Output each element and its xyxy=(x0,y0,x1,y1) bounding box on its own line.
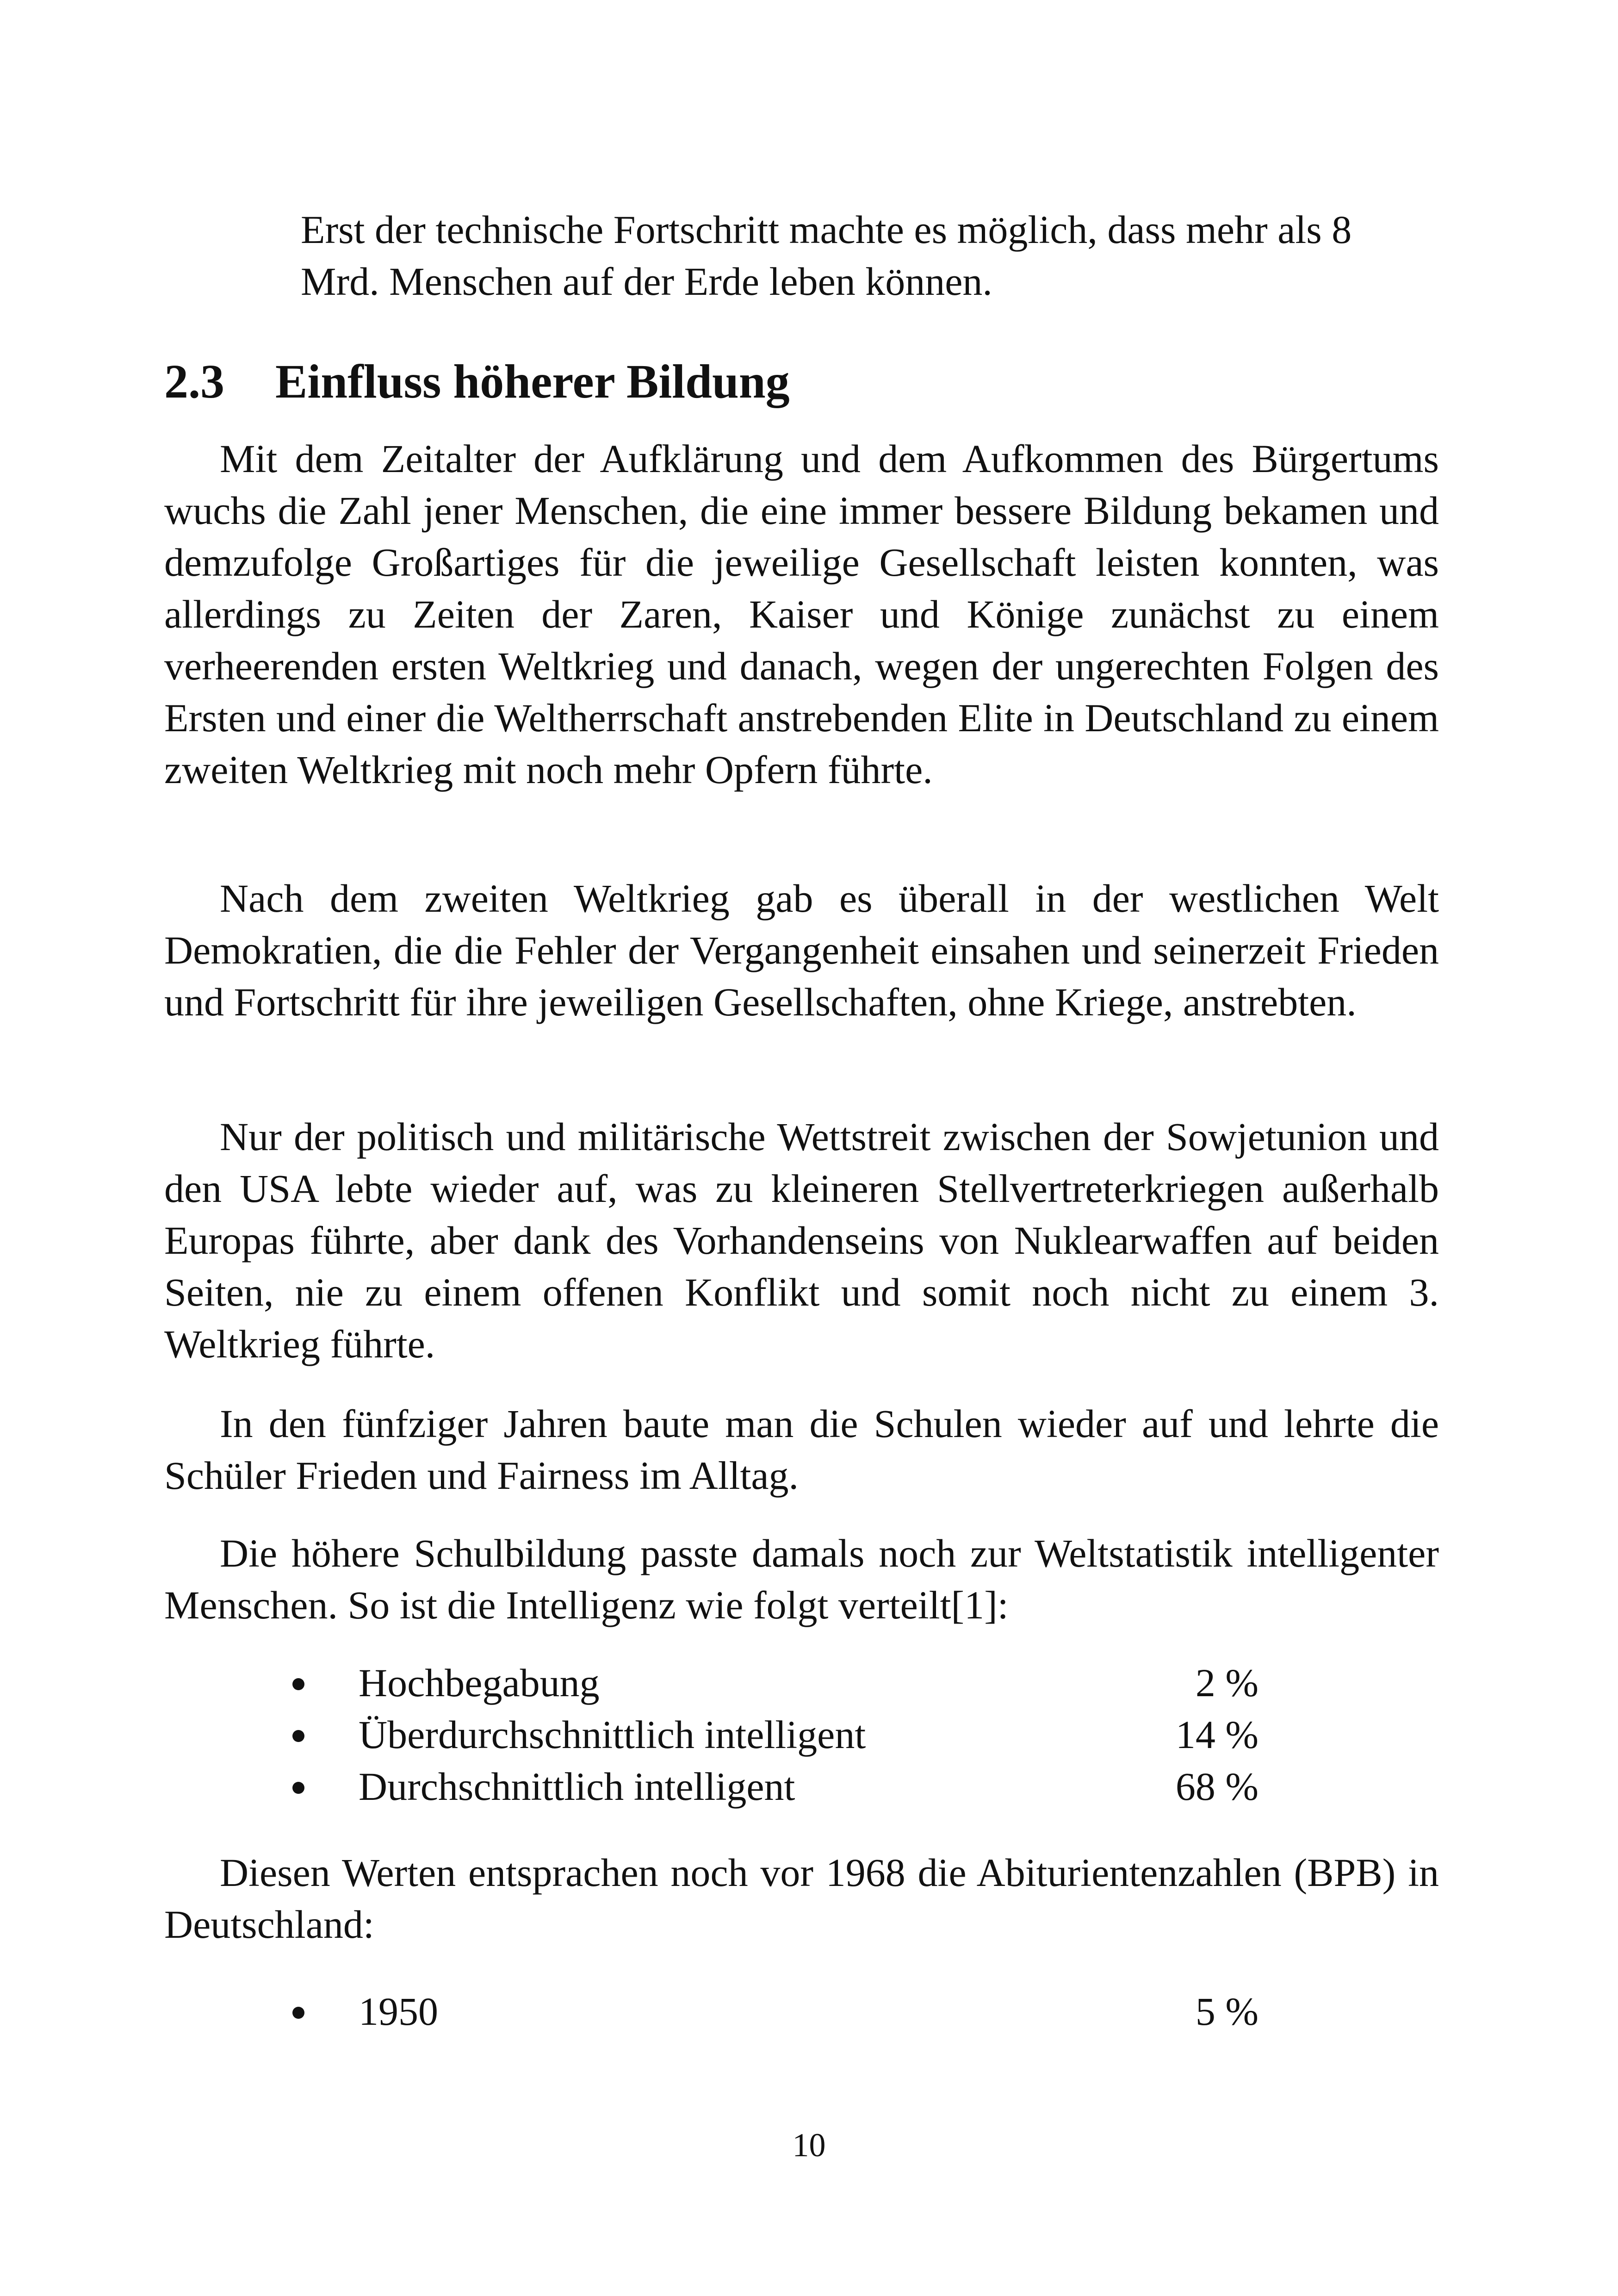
intro-paragraph: Erst der technische Fortschritt machte es möglich, dass mehr als 8 Mrd. Menschen auf der Erde leben können. xyxy=(301,207,1352,304)
paragraph-abitur: Diesen Werten entsprachen noch vor 1968 die Abiturientenzahlen (BPB) in Deutschland: xyxy=(164,1850,1439,1947)
list-item-label: 1950 xyxy=(359,1989,438,2034)
list-item-value: 2 % xyxy=(1195,1661,1258,1705)
bullet-icon xyxy=(292,1730,304,1742)
list-item-label: Überdurchschnittlich intelligent xyxy=(359,1712,866,1757)
list-item-value: 14 % xyxy=(1175,1712,1258,1757)
section-number: 2.3 xyxy=(164,355,224,408)
page-number: 10 xyxy=(792,2127,826,2164)
list-item-label: Durchschnittlich intelligent xyxy=(359,1764,795,1809)
paragraph-fifties: In den fünfziger Jahren baute man die Schulen wieder auf und lehrte die Schüler Frieden und Fairness im Alltag. xyxy=(164,1401,1439,1498)
list-item xyxy=(287,1761,1258,1812)
bullet-icon xyxy=(292,1782,304,1794)
bullet-icon xyxy=(292,2007,304,2019)
list-item-value: 5 % xyxy=(1195,1989,1258,2034)
section-title: Einfluss höherer Bildung xyxy=(275,355,790,408)
paragraph-enlightenment: Mit dem Zeitalter der Aufklärung und dem Aufkommen des Bürgertums wuchs die Zahl jener Menschen, die eine immer bessere Bildung bekamen und demzufolge Großartiges für die jeweilige Gesellschaft leisten konnten, was allerdings zu Zeiten der Zaren, Kaiser und Könige zunächst zu einem verheerenden ersten Weltkrieg und danach, wegen der ungerechten Folgen des Ersten und einer die Weltherrschaft anstrebenden Elite in Deutschland zu einem zweiten Weltkrieg mit noch mehr Opfern führte. xyxy=(164,436,1439,792)
list-item-label: Hochbegabung xyxy=(359,1661,600,1705)
paragraph-post-war: Nach dem zweiten Weltkrieg gab es überall in der westlichen Welt Demokratien, die die Fehler der Vergangenheit einsahen und seinerzeit Frieden und Fortschritt für ihre jeweiligen Gesellschaften, ohne Kriege, anstrebten. xyxy=(164,876,1439,1024)
bullet-icon xyxy=(292,1678,304,1690)
list-item xyxy=(287,1657,1258,1709)
paragraph-cold-war: Nur der politisch und militärische Wettstreit zwischen der Sowjetunion und den USA lebte wieder auf, was zu kleineren Stellvertreterkriegen außerhalb Europas führte, aber dank des Vorhandenseins von Nuklearwaffen auf beiden Seiten, nie zu einem offenen Konflikt und somit noch nicht zu einem 3. Weltkrieg führte. xyxy=(164,1114,1439,1366)
section-heading xyxy=(164,352,790,412)
list-item-value: 68 % xyxy=(1175,1764,1258,1809)
list-item xyxy=(287,1985,1258,2037)
list-item xyxy=(287,1709,1258,1761)
paragraph-intelligence: Die höhere Schulbildung passte damals noch zur Weltstatistik intelligenter Menschen. So ist die Intelligenz wie folgt verteilt[1]: xyxy=(164,1531,1439,1627)
